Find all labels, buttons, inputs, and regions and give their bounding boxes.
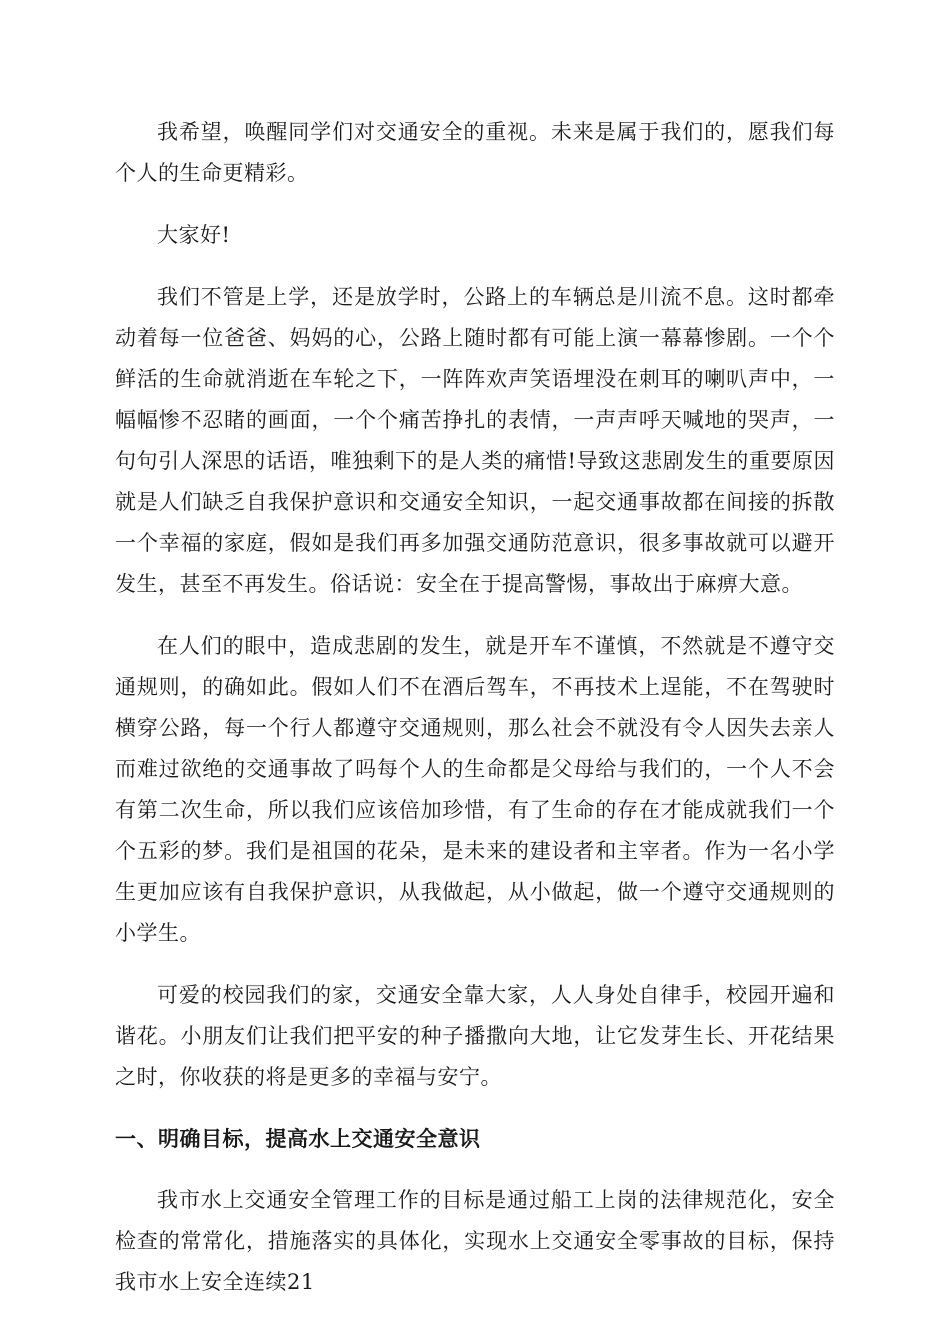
- paragraph: 我市水上交通安全管理工作的目标是通过船工上岗的法律规范化，安全检查的常常化，措施落实的具体化，实现水上交通安全零事故的目标，保持我市水上安全连续21: [115, 1188, 835, 1294]
- paragraph: 我希望，唤醒同学们对交通安全的重视。未来是属于我们的，愿我们每个人的生命更精彩。: [115, 120, 835, 185]
- paragraph: 我们不管是上学，还是放学时，公路上的车辆总是川流不息。这时都牵动着每一位爸爸、妈妈的心，公路上随时都有可能上演一幕幕惨剧。一个个鲜活的生命就消逝在车轮之下，一阵阵欢声笑语埋没在刺耳的喇叭声中，一幅幅惨不忍睹的画面，一个个痛苦挣扎的表情，一声声呼天喊地的哭声，一句句引人深思的话语，唯独剩下的是人类的痛惜!导致这悲剧发生的重要原因就是人们缺乏自我保护意识和交通安全知识，一起交通事故都在间接的拆散一个幸福的家庭，假如是我们再多加强交通防范意识，很多事故就可以避开发生，甚至不再发生。俗话说：安全在于提高警惕，事故出于麻痹大意。: [115, 285, 835, 596]
- paragraph-greeting: 大家好!: [157, 223, 231, 247]
- paragraph: 可爱的校园我们的家，交通安全靠大家，人人身处自律手，校园开遍和谐花。小朋友们让我们把平安的种子播撒向大地，让它发芽生长、开花结果之时，你收获的将是更多的幸福与安宁。: [115, 983, 835, 1089]
- section-heading: 一、明确目标，提高水上交通安全意识: [115, 1127, 481, 1151]
- paragraph: 在人们的眼中，造成悲剧的发生，就是开车不谨慎，不然就是不遵守交通规则，的确如此。假如人们不在酒后驾车，不再技术上逞能，不在驾驶时横穿公路，每一个行人都遵守交通规则，那么社会不就没有令人因失去亲人而难过欲绝的交通事故了吗每个人的生命都是父母给与我们的，一个人不会有第二次生命，所以我们应该倍加珍惜，有了生命的存在才能成就我们一个个五彩的梦。我们是祖国的花朵，是未来的建设者和主宰者。作为一名小学生更加应该有自我保护意识，从我做起，从小做起，做一个遵守交通规则的小学生。: [115, 634, 835, 945]
